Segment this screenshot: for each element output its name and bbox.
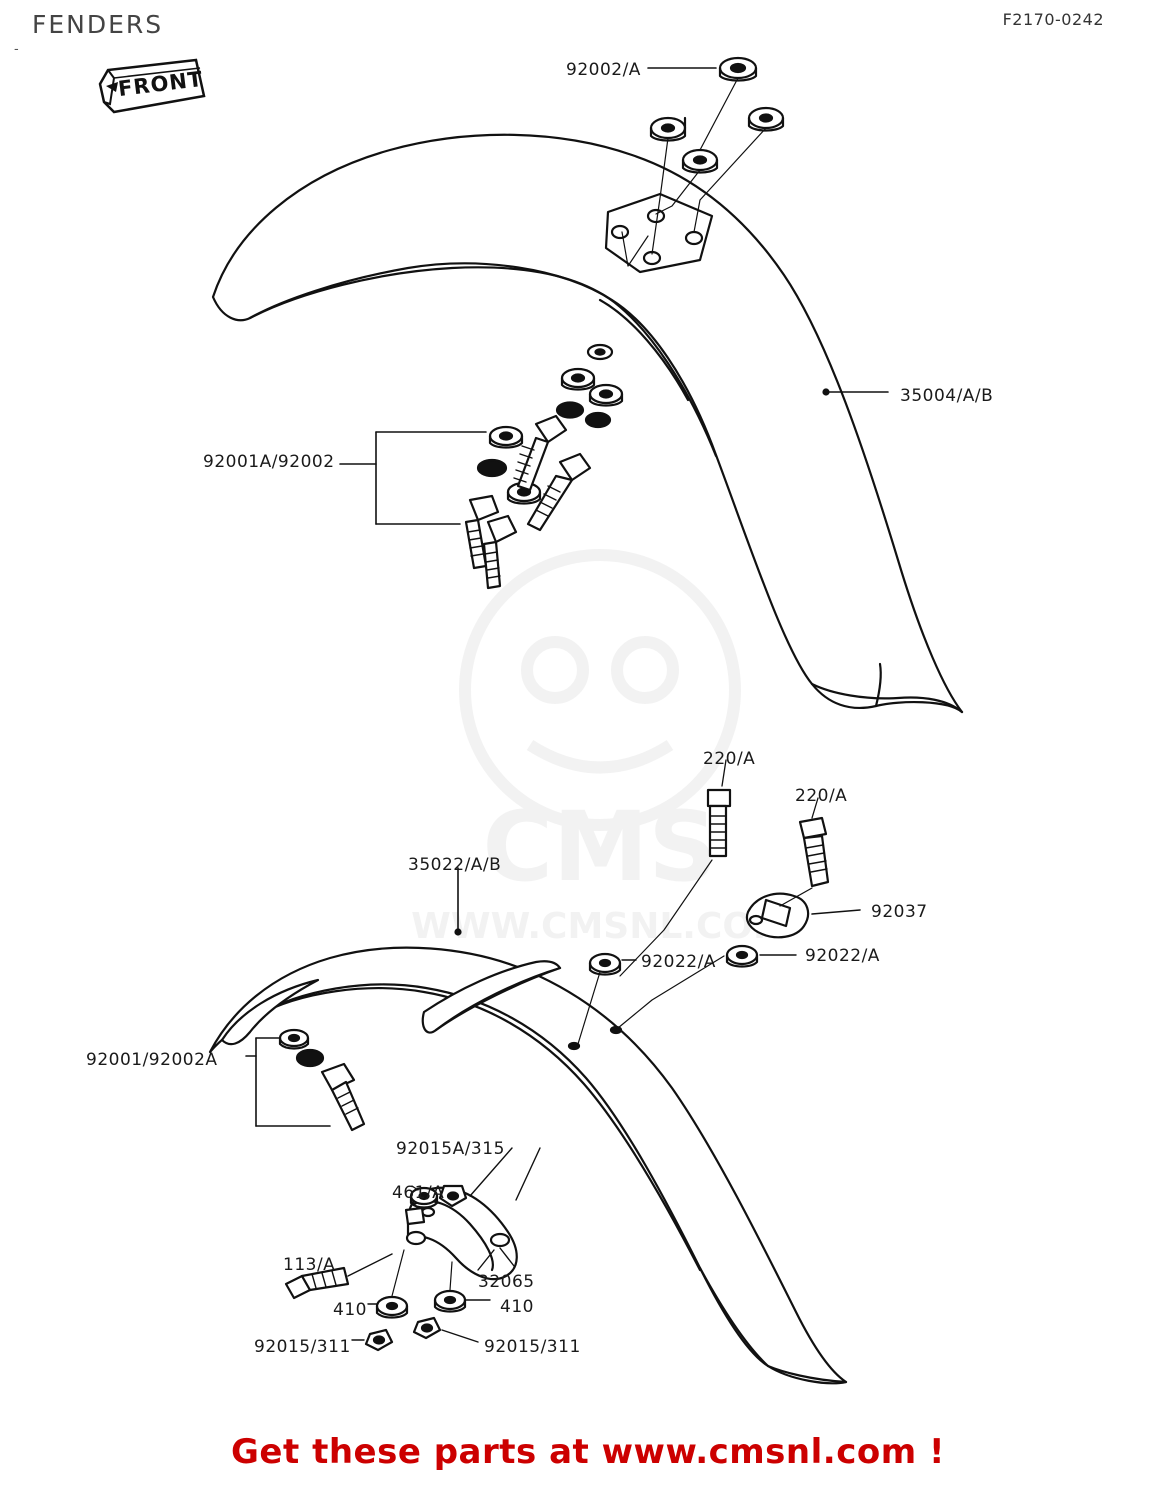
callout-92001a-92002: 92001A/92002 — [203, 452, 335, 472]
page-title: FENDERS — [32, 10, 164, 39]
corner-mark: - — [14, 42, 19, 57]
svg-text:CMS: CMS — [482, 791, 718, 903]
callout-113a: 113/A — [283, 1255, 336, 1275]
callout-410-right: 410 — [500, 1297, 534, 1317]
callout-410-left: 410 — [333, 1300, 367, 1320]
callout-92037: 92037 — [871, 902, 928, 922]
front-badge-label: FRONT — [116, 66, 205, 102]
callout-92015-311-left: 92015/311 — [254, 1337, 351, 1357]
svg-text:WWW.CMSNL.COM: WWW.CMSNL.COM — [411, 906, 789, 947]
callout-220a-lower: 220/A — [795, 786, 848, 806]
callout-35022ab: 35022/A/B — [408, 855, 502, 875]
callout-220a-upper: 220/A — [703, 749, 756, 769]
callout-92015-311-right: 92015/311 — [484, 1337, 581, 1357]
callout-92022a-left: 92022/A — [641, 952, 716, 972]
callout-92022a-right: 92022/A — [805, 946, 880, 966]
callout-92001-92002a: 92001/92002A — [86, 1050, 218, 1070]
callout-32065: 32065 — [478, 1272, 535, 1292]
document-code: F2170-0242 — [1002, 10, 1104, 29]
callout-92015a-315: 92015A/315 — [396, 1139, 505, 1159]
callout-35004ab: 35004/A/B — [900, 386, 994, 406]
footer-promo-text: Get these parts at www.cmsnl.com ! — [231, 1432, 945, 1472]
callout-461a: 461/A — [392, 1183, 445, 1203]
callout-92002a-top: 92002/A — [566, 60, 641, 80]
